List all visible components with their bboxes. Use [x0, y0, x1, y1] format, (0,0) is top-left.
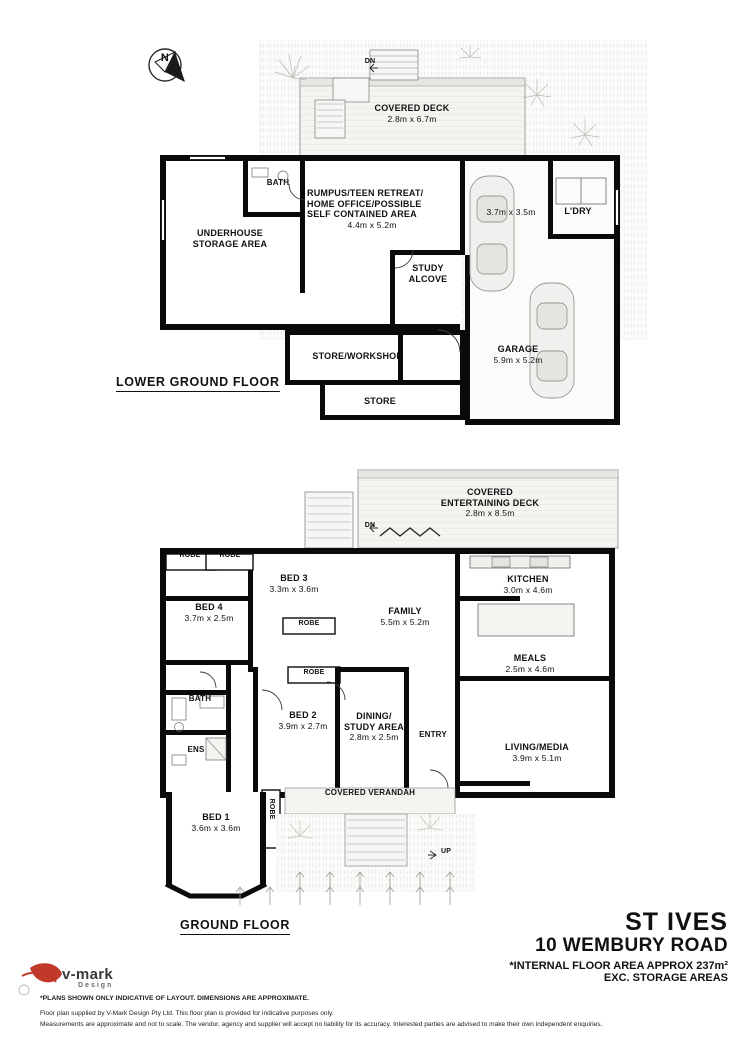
room-bath-lower: BATH: [266, 178, 290, 187]
lower-ground-floor-title: LOWER GROUND FLOOR: [116, 375, 280, 392]
stair-dn-label-upper: DN: [364, 58, 376, 65]
room-bed-4: BED 4 3.7m x 2.5m: [184, 602, 234, 623]
room-entry: ENTRY: [419, 730, 447, 739]
room-store-workshop: STORE/WORKSHOP: [312, 351, 403, 361]
robe-label-4: ROBE: [303, 669, 325, 676]
room-garage: GARAGE 5.9m x 5.2m: [493, 344, 543, 365]
ground-floor-title: GROUND FLOOR: [180, 918, 290, 935]
stair-dn-label-lower: DN: [364, 522, 376, 529]
robe-label-1: ROBE: [179, 552, 201, 559]
room-bed-2: BED 2 3.9m x 2.7m: [278, 710, 328, 731]
north-label: N: [160, 52, 170, 64]
carport-dims: 3.7m x 3.5m: [486, 207, 536, 217]
address-street: 10 WEMBURY ROAD: [535, 935, 728, 956]
room-underhouse-storage: UNDERHOUSE STORAGE AREA: [192, 228, 268, 249]
address-area-note-2: EXC. STORAGE AREAS: [603, 972, 728, 984]
robe-label-5: ROBE: [268, 798, 276, 820]
robe-label-3: ROBE: [298, 620, 320, 627]
stair-up-label: UP: [440, 848, 452, 855]
room-ens: ENS: [187, 745, 205, 754]
room-study-alcove: STUDY ALCOVE: [408, 263, 448, 284]
disclaimer-line-3: Measurements are approximate and not to scale. The vendor, agency and supplier will accept no liability for its accuracy. Interested parties are advised to make their own independent enquiries.: [40, 1021, 603, 1028]
address-area-note: *INTERNAL FLOOR AREA APPROX 237m²: [509, 960, 728, 972]
room-meals: MEALS 2.5m x 4.6m: [505, 653, 555, 674]
room-store: STORE: [364, 396, 396, 406]
room-kitchen: KITCHEN 3.0m x 4.6m: [503, 574, 553, 595]
room-bed-3: BED 3 3.3m x 3.6m: [269, 573, 319, 594]
room-bed-1: BED 1 3.6m x 3.6m: [191, 812, 241, 833]
address-block: [509, 908, 728, 984]
disclaimer-line-1: *PLANS SHOWN ONLY INDICATIVE OF LAYOUT. DIMENSIONS ARE APPROXIMATE.: [40, 995, 310, 1002]
room-living-media: LIVING/MEDIA 3.9m x 5.1m: [505, 742, 569, 763]
room-covered-deck: COVERED DECK 2.8m x 6.7m: [374, 103, 450, 124]
room-entertaining-deck: COVERED ENTERTAINING DECK 2.8m x 8.5m: [440, 487, 540, 519]
logo-sub: Design: [78, 982, 114, 989]
room-family: FAMILY 5.5m x 5.2m: [380, 606, 430, 627]
logo-name: v-mark: [62, 966, 113, 983]
disclaimer-line-2: Floor plan supplied by V-Mark Design Pty Ltd. This floor plan is provided for indicative purposes only.: [40, 1010, 334, 1017]
room-bath-ground: BATH: [188, 694, 212, 703]
room-covered-verandah: COVERED VERANDAH: [324, 788, 416, 797]
room-rumpus: RUMPUS/TEEN RETREAT/ HOME OFFICE/POSSIBLE SELF CONTAINED AREA 4.4m x 5.2m: [307, 188, 424, 230]
address-suburb: ST IVES: [625, 908, 728, 936]
robe-label-2: ROBE: [219, 552, 241, 559]
room-laundry: L'DRY: [564, 206, 592, 216]
room-dining-study: DINING/ STUDY AREA 2.8m x 2.5m: [343, 711, 404, 743]
